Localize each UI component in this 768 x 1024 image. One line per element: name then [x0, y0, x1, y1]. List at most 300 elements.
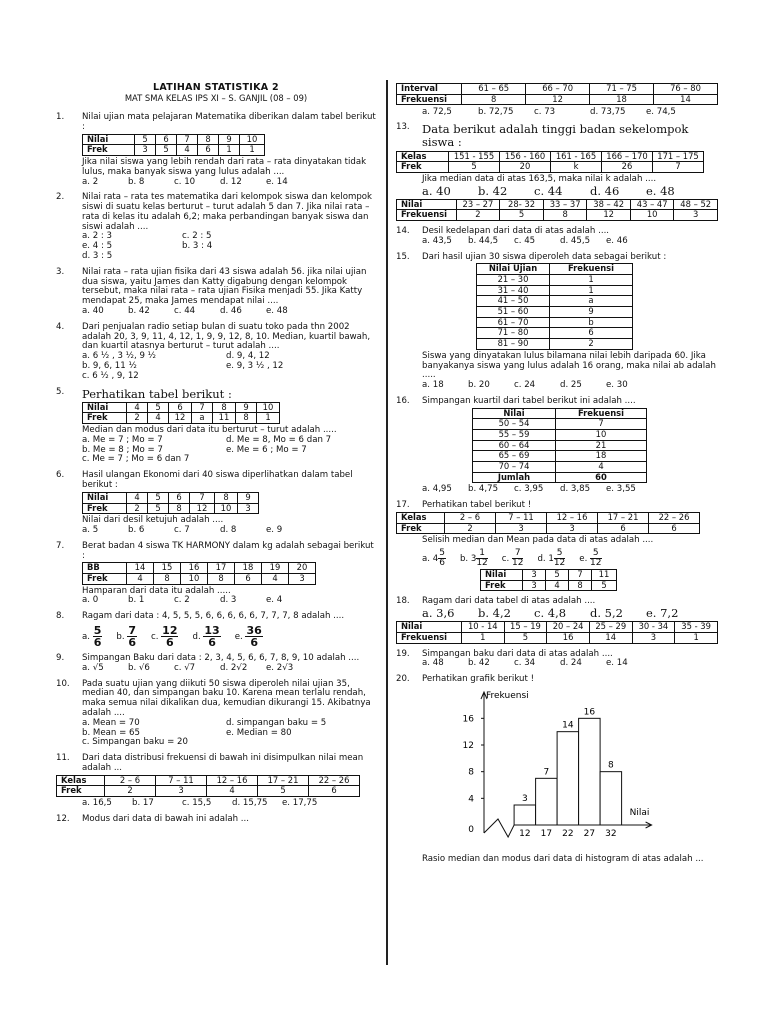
table-cell: 7 – 11 — [156, 775, 207, 786]
table-cell: 5 — [148, 402, 169, 413]
table-cell: 20 — [289, 563, 316, 574]
answer-option: d. Me = 8, Mo = 6 dan 7 — [226, 434, 332, 445]
question-1 — [56, 113, 376, 187]
table-row — [473, 451, 647, 462]
answer-options — [422, 659, 718, 669]
answer-option: c. $\frac{7}{12}$ — [501, 547, 524, 568]
answer-option — [182, 252, 274, 262]
answer-option — [226, 455, 366, 465]
answer-option: a. $\frac{5}{6}$ — [82, 624, 102, 650]
answer-option: c. 3,95 — [514, 484, 544, 495]
histogram-bar — [514, 805, 536, 825]
bar-data-label: 3 — [521, 793, 528, 804]
data-table-2 — [396, 621, 718, 643]
table-cell: 4 — [177, 145, 198, 156]
table-row — [397, 94, 718, 105]
table-cell: 5 — [592, 580, 617, 591]
answer-option: b. 3 $\frac{1}{12}$ — [459, 547, 488, 568]
table-cell: 12 — [587, 210, 631, 221]
table-cell: 18 — [590, 94, 654, 105]
answer-option: d. 46 — [220, 306, 242, 317]
question-number: 11. — [56, 753, 70, 764]
answer-options — [82, 526, 376, 536]
question-text-2: Median dan modus dari data itu berturut – turut adalah ..... — [82, 425, 337, 436]
table-row — [83, 145, 265, 156]
table-row — [397, 523, 700, 534]
table-row — [397, 84, 718, 95]
answer-option: e. $\frac{36}{6}$ — [234, 624, 262, 650]
table-cell: 7 – 11 — [496, 512, 547, 523]
question-15 — [396, 253, 718, 391]
answer-option: a. 18 — [422, 380, 444, 391]
denominator: 6 — [166, 636, 174, 650]
table-cell: 4 — [262, 574, 289, 585]
table-cell: 3 — [135, 145, 156, 156]
table-cell: 31 – 40 — [477, 285, 550, 296]
table-row — [473, 461, 647, 472]
table-cell: Frek — [57, 786, 105, 797]
table-cell: 81 – 90 — [477, 339, 550, 350]
question-number: 17. — [396, 500, 410, 511]
answer-option: d. 9, 4, 12 — [226, 351, 270, 362]
answer-option: e. 4 : 5 — [82, 241, 113, 252]
table-cell: 66 – 70 — [526, 84, 590, 95]
table-cell: Nilai — [83, 492, 127, 503]
table-row — [473, 472, 647, 483]
denominator: 6 — [93, 636, 102, 650]
table-cell: 28- 32 — [500, 199, 544, 210]
answer-option: d. 45,5 — [560, 235, 591, 246]
table-row — [473, 430, 647, 441]
question-number: 14. — [396, 226, 410, 237]
answer-option: e. 14 — [606, 658, 628, 669]
question-text: Data berikut adalah tinggi badan sekelompok siswa : — [422, 122, 689, 150]
question-number: 13. — [396, 122, 410, 133]
table-cell: Frekuensi — [550, 264, 633, 275]
table-cell: 6 — [156, 134, 177, 145]
question-16 — [396, 397, 718, 495]
histogram-bar — [536, 778, 558, 825]
question-text: Berat badan 4 siswa TK HARMONY dalam kg adalah sebagai berikut : — [82, 540, 374, 561]
data-table — [396, 83, 718, 105]
table-cell: 65 – 69 — [473, 451, 556, 462]
table-cell: 6 — [169, 492, 190, 503]
answer-option: b. $\frac{7}{6}$ — [116, 624, 136, 650]
whole-part: 1 — [548, 553, 554, 564]
table-row — [397, 632, 718, 643]
table-cell: 156 - 160 — [500, 151, 551, 162]
data-table — [396, 151, 704, 173]
table-row — [481, 580, 617, 591]
answer-option: e. Me = 6 ; Mo = 7 — [226, 444, 307, 455]
table-cell: 41 – 50 — [477, 296, 550, 307]
answer-option: a. 2 — [82, 176, 99, 187]
table-cell: 6 — [649, 523, 700, 534]
table-cell: 15 — [154, 563, 181, 574]
histogram-chart — [422, 685, 682, 855]
denominator: 6 — [128, 636, 136, 650]
answer-option: e. 14 — [266, 176, 288, 187]
table-cell: 5 — [546, 569, 569, 580]
fraction — [512, 549, 523, 568]
question-19 — [396, 650, 718, 670]
denominator: 6 — [250, 636, 258, 650]
table-row — [83, 402, 280, 413]
question-13 — [396, 123, 718, 221]
question-text-2: Hamparan dari data itu adalah ..... — [82, 585, 231, 596]
table-cell: 60 — [556, 472, 647, 483]
table-cell: 18 — [556, 451, 647, 462]
x-tick-label: 27 — [583, 828, 596, 839]
table-cell: 6 — [598, 523, 649, 534]
table-cell: 1 — [550, 285, 633, 296]
table-cell: 23 – 27 — [456, 199, 500, 210]
answer-option: b. 72,75 — [478, 107, 514, 118]
question-14 — [396, 227, 718, 247]
answer-option: c. 34 — [514, 658, 536, 669]
answer-option: c. 44 — [534, 183, 563, 198]
table-row — [83, 492, 259, 503]
table-cell: Frek — [397, 523, 445, 534]
table-cell: 35 - 39 — [675, 622, 718, 633]
table-cell: 11 — [592, 569, 617, 580]
answer-option: c. 7 — [174, 524, 190, 535]
table-cell: 61 – 65 — [462, 84, 526, 95]
fraction — [203, 625, 220, 648]
table-cell: 3 — [674, 210, 718, 221]
table-cell: 8 — [569, 580, 592, 591]
bar-data-label: 8 — [607, 760, 614, 771]
table-row — [477, 307, 633, 318]
answer-option: c. Me = 7 ; Mo = 6 dan 7 — [82, 454, 190, 465]
table-cell: Frek — [83, 574, 127, 585]
table-cell: Kelas — [397, 512, 445, 523]
question-3 — [56, 268, 376, 317]
table-row — [473, 408, 647, 419]
answer-options — [82, 596, 376, 606]
answer-option: d. 8 — [220, 524, 237, 535]
y-tick-label: 4 — [468, 794, 474, 805]
table-cell: 2 — [127, 503, 148, 514]
table-row — [481, 569, 617, 580]
answer-option: b. 3 : 4 — [182, 241, 213, 252]
fraction — [245, 625, 262, 648]
question-7 — [56, 542, 376, 607]
table-cell: 7 — [190, 492, 215, 503]
table-cell: 15 – 19 — [504, 622, 547, 633]
table-cell: 55 – 59 — [473, 430, 556, 441]
table-cell: 10 — [215, 503, 238, 514]
question-10 — [56, 680, 376, 749]
answer-option: d. 46 — [590, 183, 620, 198]
answer-option: a. 43,5 — [422, 235, 452, 246]
answer-option: d. simpangan baku = 5 — [226, 717, 327, 728]
table-cell: Nilai — [397, 199, 457, 210]
table-row — [83, 503, 259, 514]
y-tick-label: 12 — [462, 740, 474, 751]
y-axis-label: Frekuensi — [486, 690, 529, 701]
question-text-2: Jika median data di atas 163,5, maka nilai k adalah .... — [422, 173, 657, 184]
fraction — [93, 625, 103, 648]
answer-options — [82, 664, 376, 674]
table-cell: 38 – 42 — [587, 199, 631, 210]
table-cell: 3 — [547, 523, 598, 534]
data-table — [82, 562, 316, 584]
table-cell: 151 - 155 — [449, 151, 500, 162]
table-cell: 5 — [449, 162, 500, 173]
question-text: Pada suatu ujian yang diikuti 50 siswa diperoleh nilai ujian 35, median 40, dan simpangan baku 10. Karena mean terlalu rendah, maka semua nilai dikalikan dua, kemudian dikurangi 15. Akibatnya adalah .... — [82, 678, 371, 719]
answer-options — [82, 719, 376, 748]
denominator: 6 — [439, 557, 445, 568]
table-cell: 19 — [262, 563, 289, 574]
answer-options — [422, 381, 718, 391]
answer-option: e. 7,2 — [646, 606, 679, 621]
answer-option: b. √6 — [128, 662, 150, 673]
answer-options — [422, 237, 718, 247]
table-cell: 10 — [630, 210, 674, 221]
answer-options — [422, 107, 718, 117]
answer-option: c. 6 ½ , 9, 12 — [82, 370, 139, 381]
data-table-2 — [396, 199, 718, 221]
numerator: 7 — [512, 549, 523, 559]
table-row — [477, 317, 633, 328]
table-cell: 7 — [177, 134, 198, 145]
answer-option: a. 2 : 3 — [82, 231, 113, 242]
answer-option: c. 24 — [514, 380, 536, 391]
table-cell: 30 - 34 — [632, 622, 675, 633]
answer-option: b. 42 — [478, 183, 508, 198]
denominator: 12 — [511, 557, 524, 568]
table-cell: 14 — [589, 632, 632, 643]
table-cell: 50 – 54 — [473, 419, 556, 430]
answer-option: a. √5 — [82, 662, 104, 673]
table-cell: Frekuensi — [397, 632, 462, 643]
table-cell: 33 – 37 — [543, 199, 587, 210]
table-cell: 71 – 80 — [477, 328, 550, 339]
question-text: Hasil ulangan Ekonomi dari 40 siswa diperlihatkan dalam tabel berikut : — [82, 470, 353, 491]
table-cell: 8 — [215, 492, 238, 503]
axis-break — [484, 819, 514, 837]
question-text-2: Rasio median dan modus dari data di histogram di atas adalah ... — [422, 853, 704, 864]
table-row — [83, 574, 316, 585]
answer-options — [82, 352, 376, 381]
answer-option: d. 73,75 — [590, 107, 626, 118]
table-cell: b — [550, 317, 633, 328]
table-cell: Nilai — [481, 569, 523, 580]
question-text: Perhatikan grafik berikut ! — [422, 674, 535, 685]
table-cell: Nilai — [473, 408, 556, 419]
data-table — [82, 492, 259, 514]
table-cell: 7 — [569, 569, 592, 580]
answer-option: c. Simpangan baku = 20 — [82, 737, 188, 748]
table-row — [477, 328, 633, 339]
table-cell: Frek — [481, 580, 523, 591]
table-cell: Frek — [83, 503, 127, 514]
table-cell: 76 – 80 — [654, 84, 718, 95]
table-row — [473, 419, 647, 430]
numerator: 7 — [128, 624, 136, 638]
table-cell: 3 — [289, 574, 316, 585]
x-tick-label: 17 — [540, 828, 553, 839]
table-cell: 17 – 21 — [598, 512, 649, 523]
answer-option: c. 2 : 5 — [182, 231, 212, 242]
question-number: 18. — [396, 596, 410, 607]
question-number: 6. — [56, 470, 65, 481]
answer-option: b. 42 — [128, 306, 150, 317]
table-cell: Nilai Ujian — [477, 264, 550, 275]
table-row — [477, 296, 633, 307]
table-cell: 6 — [198, 145, 219, 156]
question-20 — [396, 675, 718, 865]
table-cell: Nilai — [397, 622, 462, 633]
table-cell: 1 — [675, 632, 718, 643]
question-text: Dari penjualan radio setiap bulan di suatu toko pada thn 2002 adalah 20, 3, 9, 11, 4, 12, 1, 9, 9, 12, 8, 10. Median, kuartil bawah, dan kuartil atasnya berturut – turut adalah .... — [82, 321, 371, 352]
data-table-2 — [480, 569, 617, 591]
table-cell: 5 — [500, 210, 544, 221]
question-number: 7. — [56, 540, 65, 551]
question-text: Ragam dari data : 4, 5, 5, 5, 6, 6, 6, 6, 6, 7, 7, 7, 8 adalah .... — [82, 611, 345, 622]
question-number: 5. — [56, 386, 65, 397]
table-cell: Kelas — [57, 775, 105, 786]
question-text-2: Jika nilai siswa yang lebih rendah dari rata – rata dinyatakan tidak lulus, maka banyak siswa yang lulus adalah .... — [82, 156, 367, 177]
table-cell: 17 – 21 — [258, 775, 309, 786]
question-11 — [56, 754, 376, 809]
answer-option: c. 4,8 — [534, 606, 567, 621]
table-cell: a — [192, 413, 213, 424]
table-cell: 7 — [556, 419, 647, 430]
question-number: 1. — [56, 112, 65, 122]
table-cell: 11 — [213, 413, 236, 424]
question-text: Desil kedelapan dari data di atas adalah .... — [422, 226, 610, 237]
answer-option: b. 4,2 — [478, 606, 511, 621]
answer-options — [82, 307, 376, 317]
data-table — [396, 512, 700, 534]
question-text: Simpangan baku dari data di atas adalah .... — [422, 648, 613, 659]
whole-part: 4 — [432, 553, 439, 564]
table-cell: 6 — [309, 786, 360, 797]
question-number: 12. — [56, 813, 70, 824]
bar-data-label: 7 — [543, 767, 550, 778]
table-row — [477, 264, 633, 275]
table-cell: 5 — [135, 134, 156, 145]
table-cell: 7 — [192, 402, 213, 413]
table-cell: 4 — [556, 461, 647, 472]
answer-options — [422, 185, 718, 198]
answer-options — [82, 436, 376, 465]
table-cell: 9 — [550, 307, 633, 318]
answer-option: a. 40 — [82, 306, 104, 317]
table-cell: 2 – 6 — [445, 512, 496, 523]
fraction — [127, 625, 137, 648]
table-cell: Interval — [397, 84, 462, 95]
table-cell: 61 – 70 — [477, 317, 550, 328]
fraction — [590, 549, 601, 568]
table-cell: 8 — [462, 94, 526, 105]
question-18 — [396, 597, 718, 643]
table-cell: 6 — [169, 402, 192, 413]
table-cell: 1 — [550, 275, 633, 286]
table-row — [57, 775, 360, 786]
page-subtitle: MAT SMA KELAS IPS XI – S. GANJIL (08 – 09) — [124, 93, 308, 103]
table-cell: 9 — [219, 134, 240, 145]
table-cell: 14 — [654, 94, 718, 105]
column-divider — [386, 80, 388, 965]
question-text: Nilai rata – rata ujian fisika dari 43 siswa adalah 56. jika nilai ujian dua siswa, yaitu James dan Katty digabung dengan kelompok tersebut, maka nilai rata – rata ujian Fisika menjadi 55. Jika Katty mendapat 25, maka James mendapat nilai .... — [82, 266, 367, 307]
answer-option: a. 4 $\frac{5}{6}$ — [422, 547, 445, 568]
answer-option: b. Me = 8 ; Mo = 7 — [82, 444, 163, 455]
question-text: Dari data distribusi frekuensi di bawah ini disimpulkan nilai mean adalah ... — [82, 753, 364, 774]
question-text: Nilai ujian mata pelajaran Matematika diberikan dalam tabel berikut : — [82, 112, 376, 132]
denominator: 12 — [590, 557, 602, 568]
answer-option: b. 20 — [468, 380, 490, 391]
answer-option: a. Me = 7 ; Mo = 7 — [82, 434, 163, 445]
answer-option: c. 2 — [174, 595, 190, 606]
table-cell: 8 — [543, 210, 587, 221]
answer-option: b. 9, 6, 11 ½ — [82, 361, 137, 372]
table-cell: 5 — [156, 145, 177, 156]
table-cell: 4 — [127, 402, 148, 413]
answer-option: d. 25 — [560, 380, 582, 391]
answer-option: a. 6 ½ , 3 ½, 9 ½ — [82, 351, 156, 362]
table-cell: 3 — [632, 632, 675, 643]
table-cell: 5 — [258, 786, 309, 797]
numerator: 13 — [204, 624, 220, 638]
question-text: Ragam dari data tabel di atas adalah .... — [422, 596, 596, 607]
table-row — [477, 339, 633, 350]
answer-option: e. 48 — [646, 183, 675, 198]
answer-option: e. Median = 80 — [226, 727, 292, 738]
question-8 — [56, 612, 376, 648]
question-number: 20. — [396, 674, 410, 685]
fraction — [476, 549, 487, 568]
table-cell: Frekuensi — [556, 408, 647, 419]
table-cell: 14 — [127, 563, 154, 574]
table-cell: 18 — [235, 563, 262, 574]
table-cell: 10 - 14 — [461, 622, 504, 633]
answer-option: d. 5,2 — [590, 606, 623, 621]
answer-option: d. 24 — [560, 658, 582, 669]
table-cell: 3 — [156, 786, 207, 797]
table-cell: 8 — [208, 574, 235, 585]
table-cell: Kelas — [397, 151, 449, 162]
answer-option: c. 10 — [174, 176, 196, 187]
answer-option: d. 15,75 — [232, 798, 268, 809]
answer-option: c. 73 — [534, 107, 556, 118]
question-17 — [396, 501, 718, 591]
table-cell: 10 — [181, 574, 208, 585]
answer-option: b. 1 — [128, 595, 145, 606]
table-cell: 48 – 52 — [674, 199, 718, 210]
table-row — [397, 210, 718, 221]
table-cell: 16 — [181, 563, 208, 574]
table-row — [83, 563, 316, 574]
table-cell: 12 — [190, 503, 215, 514]
table-cell: Frek — [397, 162, 449, 173]
question-number: 15. — [396, 251, 410, 262]
answer-option: c. 44 — [174, 306, 196, 317]
answer-options — [82, 232, 376, 261]
fraction — [438, 549, 446, 568]
table-cell: 8 — [169, 503, 190, 514]
numerator: 5 — [439, 547, 445, 558]
table-row — [397, 151, 704, 162]
question-text-2: Selisih median dan Mean pada data di atas adalah .... — [422, 535, 654, 546]
numerator: 36 — [246, 624, 262, 638]
question-number: 10. — [56, 678, 70, 689]
table-cell: 22 – 26 — [309, 775, 360, 786]
answer-option: c. 45 — [514, 235, 536, 246]
histogram-bar — [557, 732, 579, 825]
